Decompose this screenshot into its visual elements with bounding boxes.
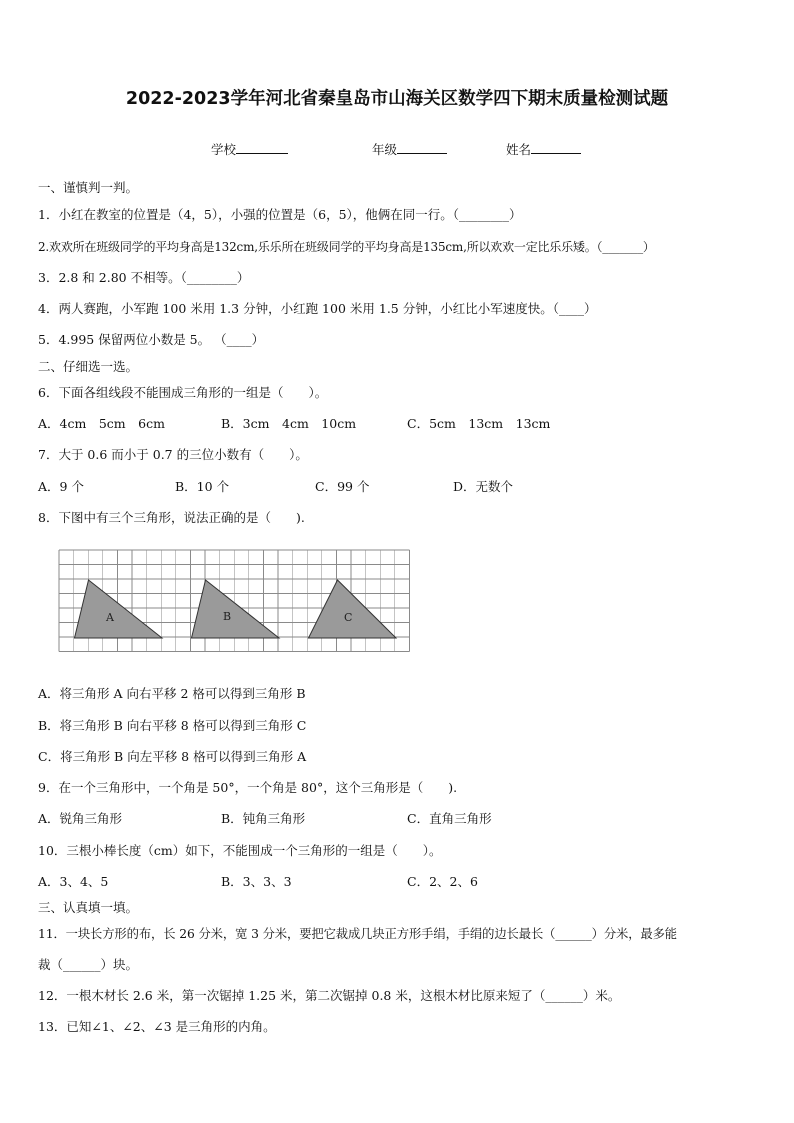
question-11-line-2: 裁（______）块。 bbox=[38, 957, 139, 972]
question-8-option-c[interactable]: C．将三角形 B 向左平移 8 格可以得到三角形 A bbox=[38, 749, 307, 764]
question-7-option-a[interactable]: A．9 个 bbox=[38, 479, 84, 494]
question-9-option-c[interactable]: C．直角三角形 bbox=[407, 811, 492, 826]
question-8-option-a[interactable]: A．将三角形 A 向右平移 2 格可以得到三角形 B bbox=[38, 686, 306, 701]
question-12: 12．一根木材长 2.6 米，第一次锯掉 1.25 米，第二次锯掉 0.8 米，这根木材比原来短了（______）米。 bbox=[38, 988, 621, 1003]
question-6-option-c[interactable]: C．5cm 13cm 13cm bbox=[407, 416, 551, 431]
name-label: 姓名 bbox=[506, 142, 532, 157]
question-10: 10．三根小棒长度（cm）如下，不能围成一个三角形的一组是（ ）。 bbox=[38, 843, 442, 858]
question-1: 1．小红在教室的位置是（4，5），小强的位置是（6，5），他俩在同一行。（________） bbox=[38, 207, 522, 222]
question-10-option-c[interactable]: C．2、2、6 bbox=[407, 874, 478, 889]
triangle-b bbox=[192, 580, 280, 638]
question-8: 8．下图中有三个三角形，说法正确的是（ ). bbox=[38, 510, 305, 525]
question-3: 3．2.8 和 2.80 不相等。（________） bbox=[38, 270, 250, 285]
question-8-option-b[interactable]: B．将三角形 B 向右平移 8 格可以得到三角形 C bbox=[38, 718, 307, 733]
question-13: 13．已知∠1、∠2、∠3 是三角形的内角。 bbox=[38, 1019, 276, 1034]
question-10-option-b[interactable]: B．3、3、3 bbox=[221, 874, 292, 889]
question-7-option-b[interactable]: B．10 个 bbox=[175, 479, 230, 494]
question-9-option-a[interactable]: A．锐角三角形 bbox=[38, 811, 123, 826]
question-9-option-b[interactable]: B．钝角三角形 bbox=[221, 811, 306, 826]
grade-label: 年级 bbox=[372, 142, 398, 157]
triangle-grid-figure bbox=[58, 549, 415, 656]
question-7: 7．大于 0.6 而小于 0.7 的三位小数有（ ）。 bbox=[38, 447, 308, 462]
question-2: 2.欢欢所在班级同学的平均身高是132cm,乐乐所在班级同学的平均身高是135cm,所以欢欢一定比乐乐矮。（_______） bbox=[38, 240, 655, 254]
grade-field bbox=[372, 142, 447, 158]
question-6-option-b[interactable]: B．3cm 4cm 10cm bbox=[221, 416, 357, 431]
section-1-heading: 一、谨慎判一判。 bbox=[38, 180, 139, 195]
question-11-line-1: 11．一块长方形的布，长 26 分米，宽 3 分米，要把它裁成几块正方形手绢，手绢的边长最长（______）分米，最多能 bbox=[38, 927, 678, 941]
triangle-a-label: A bbox=[106, 611, 114, 624]
name-blank[interactable] bbox=[531, 142, 581, 154]
triangle-a bbox=[75, 580, 163, 638]
question-5: 5．4.995 保留两位小数是 5。 （____） bbox=[38, 332, 265, 347]
question-10-option-a[interactable]: A．3、4、5 bbox=[38, 874, 109, 889]
question-7-option-d[interactable]: D．无数个 bbox=[453, 479, 514, 494]
question-9: 9．在一个三角形中，一个角是 50°，一个角是 80°，这个三角形是（ ). bbox=[38, 780, 458, 795]
question-4: 4．两人赛跑，小军跑 100 米用 1.3 分钟，小红跑 100 米用 1.5 分钟，小红比小军速度快。（____） bbox=[38, 301, 597, 316]
question-7-option-c[interactable]: C．99 个 bbox=[315, 479, 370, 494]
school-field bbox=[211, 142, 288, 158]
page-title: 2022-2023学年河北省秦皇岛市山海关区数学四下期末质量检测试题 bbox=[125, 89, 669, 109]
name-field bbox=[506, 142, 581, 158]
school-label: 学校 bbox=[211, 142, 237, 157]
section-3-heading: 三、认真填一填。 bbox=[38, 900, 139, 915]
triangle-b-label: B bbox=[223, 610, 232, 623]
question-6-option-a[interactable]: A．4cm 5cm 6cm bbox=[38, 416, 165, 431]
section-2-heading: 二、仔细选一选。 bbox=[38, 359, 139, 374]
school-blank[interactable] bbox=[236, 142, 288, 154]
grade-blank[interactable] bbox=[397, 142, 447, 154]
question-6: 6．下面各组线段不能围成三角形的一组是（ ）。 bbox=[38, 385, 328, 400]
triangle-c-label: C bbox=[344, 611, 353, 624]
